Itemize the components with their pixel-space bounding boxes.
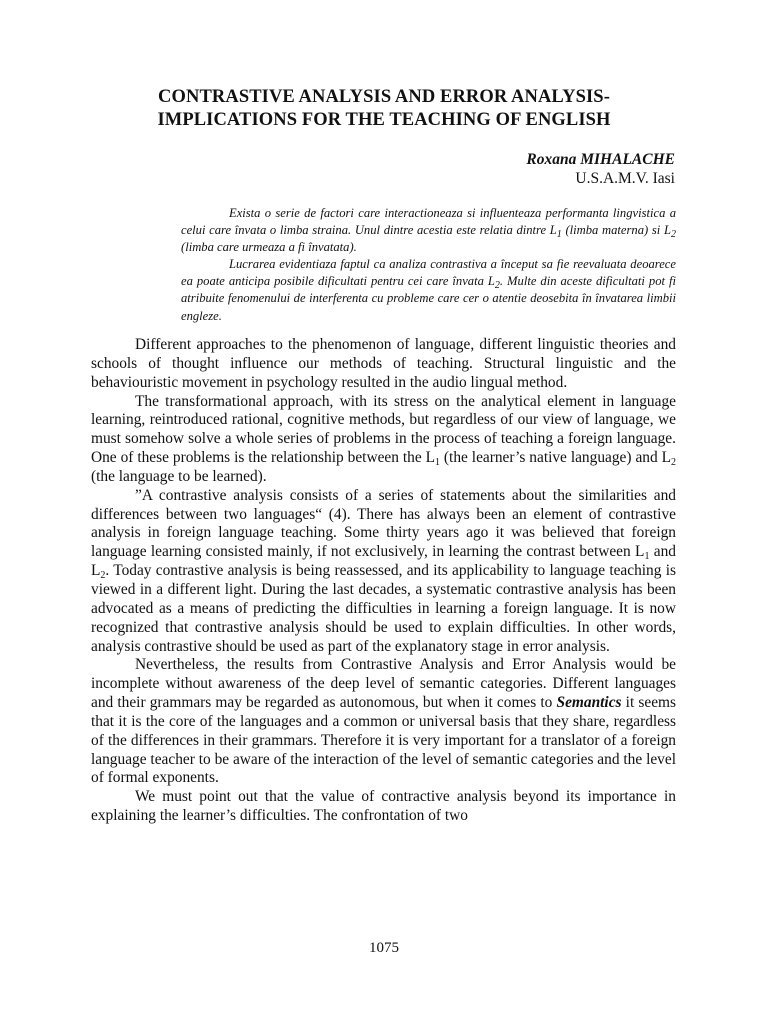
body-paragraph-4 <box>91 656 676 788</box>
abstract-paragraph <box>181 205 676 256</box>
abstract <box>181 205 676 325</box>
body-text-run: Nevertheless, the results from Contrastive Analysis and Error Analysis would be incomplete without awareness of the deep level of semantic categories. Different languages and their grammars may be regarded as autonomous, but when it comes to <box>91 656 676 712</box>
subscript: 1 <box>556 229 562 241</box>
abstract-text: (limba materna) si <box>561 223 664 238</box>
symbol-l: L <box>487 274 495 289</box>
body-text-run: ”A contrastive analysis consists of a series of statements about the similarities and differences between two languages“ (4). There has always been an element of contrastive analysis in foreign language teaching. Some thirty years ago it was believed that foreign language learning consisted mainly, if not exclusively, in learning the contrast between L <box>91 486 676 561</box>
subscript: 2 <box>494 280 500 292</box>
subscript: 1 <box>435 457 440 469</box>
paper-title-line-2: IMPLICATIONS FOR THE TEACHING OF ENGLISH <box>157 110 611 130</box>
subscript: 2 <box>671 457 676 469</box>
emphasized-term: Semantics <box>556 694 622 712</box>
body-text-run: The transformational approach, with its stress on the analytical element in language learning, reintroduced rational, cognitive methods, but regardless of our view of language, we must somehow solve a whole series of problems in the process of teaching a foreign language. One of these problems is the relationship between the L <box>91 392 676 467</box>
body-text-run: . Today contrastive analysis is being reassessed, and its applicability to language teaching is viewed in a different light. During the last decades, a systematic contrastive analysis has been advocated as a means of predicting the difficulties in learning a foreign language. It is now recognized that contrastive analysis should be used to explain difficulties. In other words, analysis contrastive should be used as part of the explanatory stage in error analysis. <box>91 562 676 655</box>
symbol-l: L <box>549 223 557 238</box>
abstract-text: . Multe din aceste dificultati pot fi atribuite fenomenului de interferenta cu probleme care cer o atentie deosebita în învatarea limbii engleze. <box>181 274 676 323</box>
subscript: 2 <box>671 229 677 241</box>
body-text-run: (the learner’s native language) and L <box>440 449 671 467</box>
author-name: Roxana MIHALACHE <box>526 151 675 168</box>
body-paragraph-3 <box>91 487 676 657</box>
subscript: 1 <box>644 551 650 563</box>
abstract-text: Lucrarea evidentiaza faptul ca analiza contrastiva a început sa fie reevaluata deoarece ea poate anticipa posibile dificultati pentru cei care învata <box>181 257 676 289</box>
subscript: 2 <box>100 570 106 582</box>
symbol-l: L <box>664 223 672 238</box>
author-affiliation: U.S.A.M.V. Iasi <box>575 170 675 187</box>
body-text-run: (the language to be learned). <box>91 467 267 485</box>
body-paragraph-1: Different approaches to the phenomenon of language, different linguistic theories and schools of thought influence our methods of teaching. Structural linguistic and the behaviouristic movement in psychology resulted in the audio lingual method. <box>91 336 676 391</box>
page-number: 1075 <box>369 940 399 956</box>
abstract-paragraph <box>181 256 676 324</box>
body-text-run: and L <box>91 543 676 580</box>
abstract-text: (limba care urmeaza a fi învatata). <box>181 240 357 255</box>
abstract-text: Exista o serie de factori care interactioneaza si influenteaza performanta lingvistica a celui care învata o limba straina. Unul dintre acestia este relatia dintre <box>181 206 676 238</box>
author-block <box>526 150 675 188</box>
paper-title-line-1: CONTRASTIVE ANALYSIS AND ERROR ANALYSIS- <box>158 87 610 107</box>
body-text-run: it seems that it is the core of the languages and a common or universal basis that they share, regardless of the differences in their grammars. Therefore it is very important for a translator of a foreign language teacher to be aware of the interaction of the level of semantic categories and the level of formal exponents. <box>91 694 676 787</box>
body-text <box>91 336 676 826</box>
body-paragraph-2 <box>91 393 676 487</box>
body-paragraph-5: We must point out that the value of contractive analysis beyond its importance in explaining the learner’s difficulties. The confrontation of two <box>91 788 676 825</box>
